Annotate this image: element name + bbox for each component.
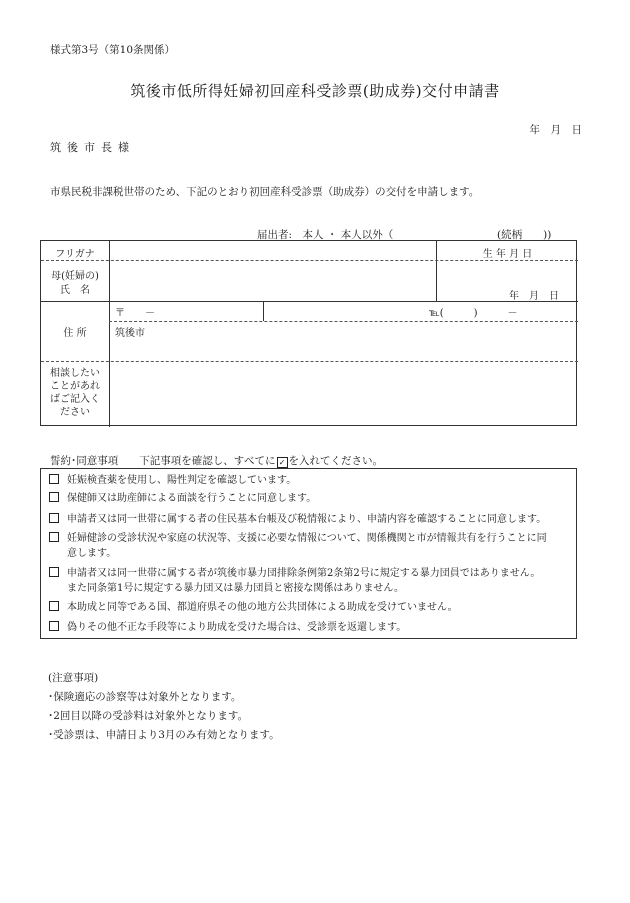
agreement-item-continuation: また同条第1号に規定する暴力団又は暴力団員と密接な関係はありません。: [67, 583, 404, 594]
applicant-info-table: [40, 240, 577, 426]
agreement-item-continuation: 意します。: [67, 548, 117, 559]
checkbox[interactable]: [49, 492, 59, 502]
agreement-item[interactable]: [49, 512, 569, 527]
name-row-bottom: [41, 301, 578, 302]
agreement-item[interactable]: [49, 491, 569, 506]
form-number: 様式第3号（第10条関係）: [50, 44, 176, 56]
label-column-divider: [109, 241, 110, 427]
name-label-line1: 母(妊婦の): [51, 271, 99, 282]
agreement-item-text: 妊婦健診の受診状況や家庭の状況等、支援に必要な情報について、関係機関と市が情報共有を行うことに同: [67, 533, 547, 544]
mother-name-input[interactable]: [111, 262, 436, 299]
intro-text: 市県民税非課税世帯のため、下記のとおり初回産科受診票（助成券）の交付を申請します。: [50, 186, 480, 198]
application-date[interactable]: 年 月 日: [529, 124, 582, 136]
agreement-item-text: 保健師又は助産師による面談を行うことに同意します。: [67, 493, 317, 504]
name-label-line2: 氏 名: [60, 285, 90, 296]
furigana-input[interactable]: [111, 242, 436, 259]
checkbox[interactable]: [49, 567, 59, 577]
address-label: 住 所: [63, 328, 87, 339]
postal-code-input[interactable]: 〒 －: [115, 308, 155, 319]
phone-input[interactable]: ℡( ) －: [429, 308, 518, 319]
checkbox[interactable]: [49, 474, 59, 484]
agreement-item[interactable]: [49, 600, 569, 615]
consult-label-line: ださい: [60, 407, 90, 418]
agreement-item[interactable]: [49, 620, 569, 635]
address-row-bottom: [41, 361, 578, 362]
birthdate-input[interactable]: 年 月 日: [509, 291, 559, 302]
furigana-label: フリガナ: [55, 249, 95, 260]
relation-field[interactable]: (続柄 )): [497, 229, 552, 241]
note-item: ･受診票は、申請日より3月のみ有効となります。: [48, 729, 280, 741]
checkbox[interactable]: [49, 532, 59, 542]
agreement-heading-text: 誓約･同意事項 下記事項を確認し、すべてに: [50, 455, 276, 467]
city-prefix[interactable]: 筑後市: [115, 328, 145, 339]
agreement-item-text: 妊娠検査薬を使用し、陽性判定を確認しています。: [67, 475, 297, 486]
agreement-item[interactable]: [49, 473, 569, 488]
consult-label-line: ばご記入く: [50, 394, 100, 405]
agreement-item[interactable]: [49, 566, 569, 596]
addressee: 筑後市長様: [50, 141, 135, 154]
birthdate-label: 生 年 月 日: [482, 249, 533, 260]
agreement-item-text: 申請者又は同一世帯に属する者の住民基本台帳及び税情報により、申請内容を確認することに同意します。: [67, 514, 547, 525]
consult-input[interactable]: [111, 363, 576, 425]
agreement-item-text: 偽りその他不正な手段等により助成を受けた場合は、受診票を返還します。: [67, 622, 407, 633]
agreement-box: [40, 468, 577, 639]
consult-label-line: 相談したい: [50, 368, 100, 379]
consult-label: [41, 367, 109, 419]
checkbox-sample-icon: ✓: [277, 457, 288, 468]
note-item: ･保険適応の診察等は対象外となります。: [48, 691, 242, 703]
agreement-item[interactable]: [49, 531, 569, 561]
agreement-heading: [50, 453, 383, 468]
postal-tel-divider: [263, 301, 264, 321]
note-item: ･2回目以降の受診料は対象外となります。: [48, 710, 249, 722]
form-title: 筑後市低所得妊婦初回産科受診票(助成券)交付申請書: [130, 82, 500, 100]
consult-label-line: ことがあれ: [50, 381, 100, 392]
applicant-label[interactable]: 届出者: 本人 ・ 本人以外（: [257, 229, 394, 241]
agreement-heading-text-end: を入れてください。: [288, 455, 384, 467]
agreement-item-text: 申請者又は同一世帯に属する者が筑後市暴力団排除条例第2条第2号に規定する暴力団員ではありません。: [67, 568, 541, 579]
furigana-row-divider: [41, 260, 578, 261]
checkbox[interactable]: [49, 513, 59, 523]
notes-heading: (注意事項): [48, 672, 99, 684]
postal-row-divider: [109, 321, 578, 322]
notes-section: [48, 669, 280, 745]
agreement-item-text: 本助成と同等である国、都道府県その他の地方公共団体による助成を受けていません。: [67, 602, 458, 613]
checkbox[interactable]: [49, 601, 59, 611]
checkbox[interactable]: [49, 621, 59, 631]
